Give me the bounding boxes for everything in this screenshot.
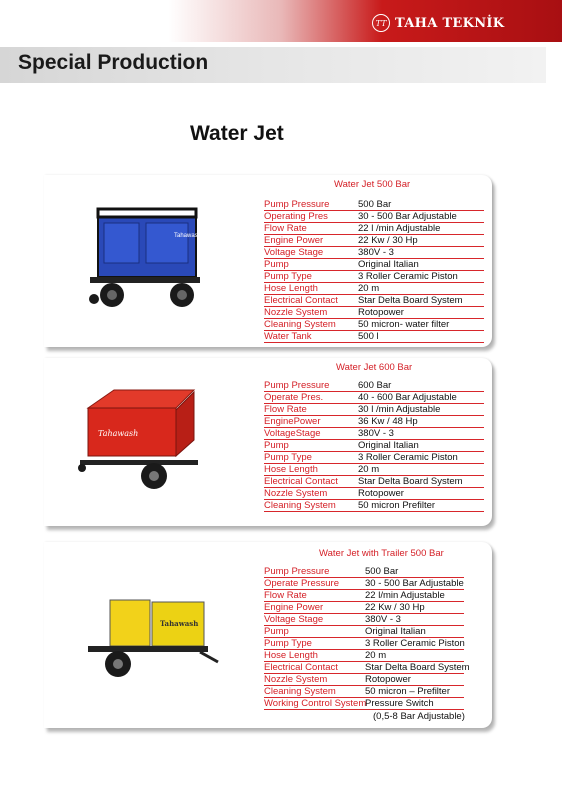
spec-row	[44, 686, 492, 698]
spec-row	[44, 566, 492, 578]
card-title: Water Jet 600 Bar	[336, 362, 413, 373]
spec-label: Pump Type	[264, 271, 312, 282]
brand-name: TAHA TEKNİK	[395, 15, 505, 31]
spec-value: 22 Kw / 30 Hp	[365, 602, 425, 613]
product-card-water-jet-600	[44, 358, 492, 526]
spec-row	[44, 452, 492, 464]
spec-value: Rotopower	[358, 488, 404, 499]
card-title: Water Jet with Trailer 500 Bar	[319, 548, 444, 559]
spec-label: Engine Power	[264, 602, 324, 613]
spec-value: 22 l/min Adjustable	[365, 590, 445, 601]
spec-value: Rotopower	[365, 674, 411, 685]
spec-row	[44, 428, 492, 440]
spec-value: 380V - 3	[358, 428, 394, 439]
spec-value: 36 Kw / 48 Hp	[358, 416, 418, 427]
spec-row	[44, 211, 492, 223]
spec-extra-line: (0,5-8 Bar Adjustable)	[373, 711, 465, 722]
spec-value: Pressure Switch	[365, 698, 434, 709]
spec-row	[44, 698, 492, 710]
spec-value: Star Delta Board System	[365, 662, 470, 673]
product-card-water-jet-trailer	[44, 542, 492, 728]
machine-brand-text: Tahawash	[98, 429, 139, 438]
spec-row	[44, 307, 492, 319]
spec-label: Electrical Contact	[264, 476, 338, 487]
spec-value: 500 l	[358, 331, 379, 342]
spec-value: 500 Bar	[365, 566, 399, 577]
spec-row	[44, 500, 492, 512]
spec-label: Hose Length	[264, 464, 318, 475]
spec-label: Operating Pres	[264, 211, 328, 222]
spec-row	[44, 602, 492, 614]
spec-row	[44, 488, 492, 500]
spec-row	[44, 626, 492, 638]
spec-row	[44, 392, 492, 404]
spec-label: Flow Rate	[264, 223, 307, 234]
spec-row	[44, 404, 492, 416]
spec-label: Pump	[264, 626, 289, 637]
spec-value: 22 l /min Adjustable	[358, 223, 441, 234]
spec-label: Hose Length	[264, 650, 318, 661]
spec-label: Cleaning System	[264, 500, 336, 511]
spec-row	[44, 235, 492, 247]
spec-row	[44, 476, 492, 488]
spec-row	[44, 295, 492, 307]
logo-mark-icon: TT	[372, 14, 390, 32]
spec-row	[44, 614, 492, 626]
spec-row	[44, 590, 492, 602]
spec-value: 3 Roller Ceramic Piston	[358, 452, 458, 463]
product-card-water-jet-500	[44, 175, 492, 347]
spec-value: 30 l /min Adjustable	[358, 404, 441, 415]
spec-label: Pump Pressure	[264, 566, 330, 577]
spec-label: Voltage Stage	[264, 614, 324, 625]
spec-row	[44, 199, 492, 211]
spec-value: 500 Bar	[358, 199, 392, 210]
spec-value: 20 m	[365, 650, 387, 661]
spec-row	[44, 259, 492, 271]
spec-value: Star Delta Board System	[358, 476, 463, 487]
spec-value: 22 Kw / 30 Hp	[358, 235, 418, 246]
spec-label: Nozzle System	[264, 488, 328, 499]
section-title: Special Production	[18, 51, 209, 74]
spec-value: Original Italian	[365, 626, 426, 637]
spec-label: Voltage Stage	[264, 247, 324, 258]
spec-label: Pump Type	[264, 452, 312, 463]
spec-label: Electrical Contact	[264, 662, 338, 673]
spec-row	[44, 578, 492, 590]
spec-label: Pump	[264, 259, 289, 270]
spec-row	[44, 464, 492, 476]
spec-row	[44, 247, 492, 259]
spec-row	[44, 650, 492, 662]
spec-row	[44, 380, 492, 392]
spec-value: 40 - 600 Bar Adjustable	[358, 392, 457, 403]
spec-row	[44, 638, 492, 650]
spec-underline	[264, 709, 464, 710]
spec-label: EnginePower	[264, 416, 321, 427]
spec-label: Pump Pressure	[264, 199, 330, 210]
spec-label: Water Tank	[264, 331, 312, 342]
spec-value: 20 m	[358, 464, 380, 475]
spec-label: Cleaning System	[264, 686, 336, 697]
section-title-bar	[0, 47, 546, 83]
spec-label: Pump Pressure	[264, 380, 330, 391]
spec-value: Original Italian	[358, 259, 419, 270]
spec-underline	[264, 511, 484, 512]
spec-value: 3 Roller Ceramic Piston	[365, 638, 465, 649]
spec-label: Pump	[264, 440, 289, 451]
spec-row	[44, 674, 492, 686]
spec-value: 50 micron – Prefilter	[365, 686, 451, 697]
spec-row	[44, 271, 492, 283]
spec-label: Cleaning System	[264, 319, 336, 330]
page-heading: Water Jet	[190, 122, 284, 145]
spec-underline	[264, 342, 484, 343]
spec-value: 50 micron- water filter	[358, 319, 450, 330]
spec-row	[44, 440, 492, 452]
spec-value: 600 Bar	[358, 380, 392, 391]
spec-value: 380V - 3	[358, 247, 394, 258]
spec-row	[44, 416, 492, 428]
spec-label: Hose Length	[264, 283, 318, 294]
card-title: Water Jet 500 Bar	[334, 179, 411, 190]
spec-label: Flow Rate	[264, 404, 307, 415]
spec-label: Operate Pressure	[264, 578, 339, 589]
spec-label: VoltageStage	[264, 428, 321, 439]
spec-value: Star Delta Board System	[358, 295, 463, 306]
spec-value: 30 - 500 Bar Adjustable	[365, 578, 464, 589]
spec-label: Flow Rate	[264, 590, 307, 601]
spec-row	[44, 319, 492, 331]
spec-label: Nozzle System	[264, 674, 328, 685]
spec-row	[44, 223, 492, 235]
spec-label: Working Control System	[264, 698, 367, 709]
spec-value: 20 m	[358, 283, 380, 294]
spec-value: 380V - 3	[365, 614, 401, 625]
spec-row	[44, 283, 492, 295]
spec-row	[44, 331, 492, 343]
machine-brand-text: Tahawash	[160, 619, 199, 628]
spec-value: 50 micron Prefilter	[358, 500, 436, 511]
spec-value: 3 Roller Ceramic Piston	[358, 271, 458, 282]
spec-label: Operate Pres.	[264, 392, 324, 403]
spec-value: 30 - 500 Bar Adjustable	[358, 211, 457, 222]
machine-brand-text: Tahawash	[174, 233, 202, 239]
spec-label: Engine Power	[264, 235, 324, 246]
spec-label: Electrical Contact	[264, 295, 338, 306]
spec-label: Pump Type	[264, 638, 312, 649]
spec-value: Rotopower	[358, 307, 404, 318]
spec-row	[44, 662, 492, 674]
brand-logo	[372, 13, 504, 33]
spec-label: Nozzle System	[264, 307, 328, 318]
spec-value: Original Italian	[358, 440, 419, 451]
